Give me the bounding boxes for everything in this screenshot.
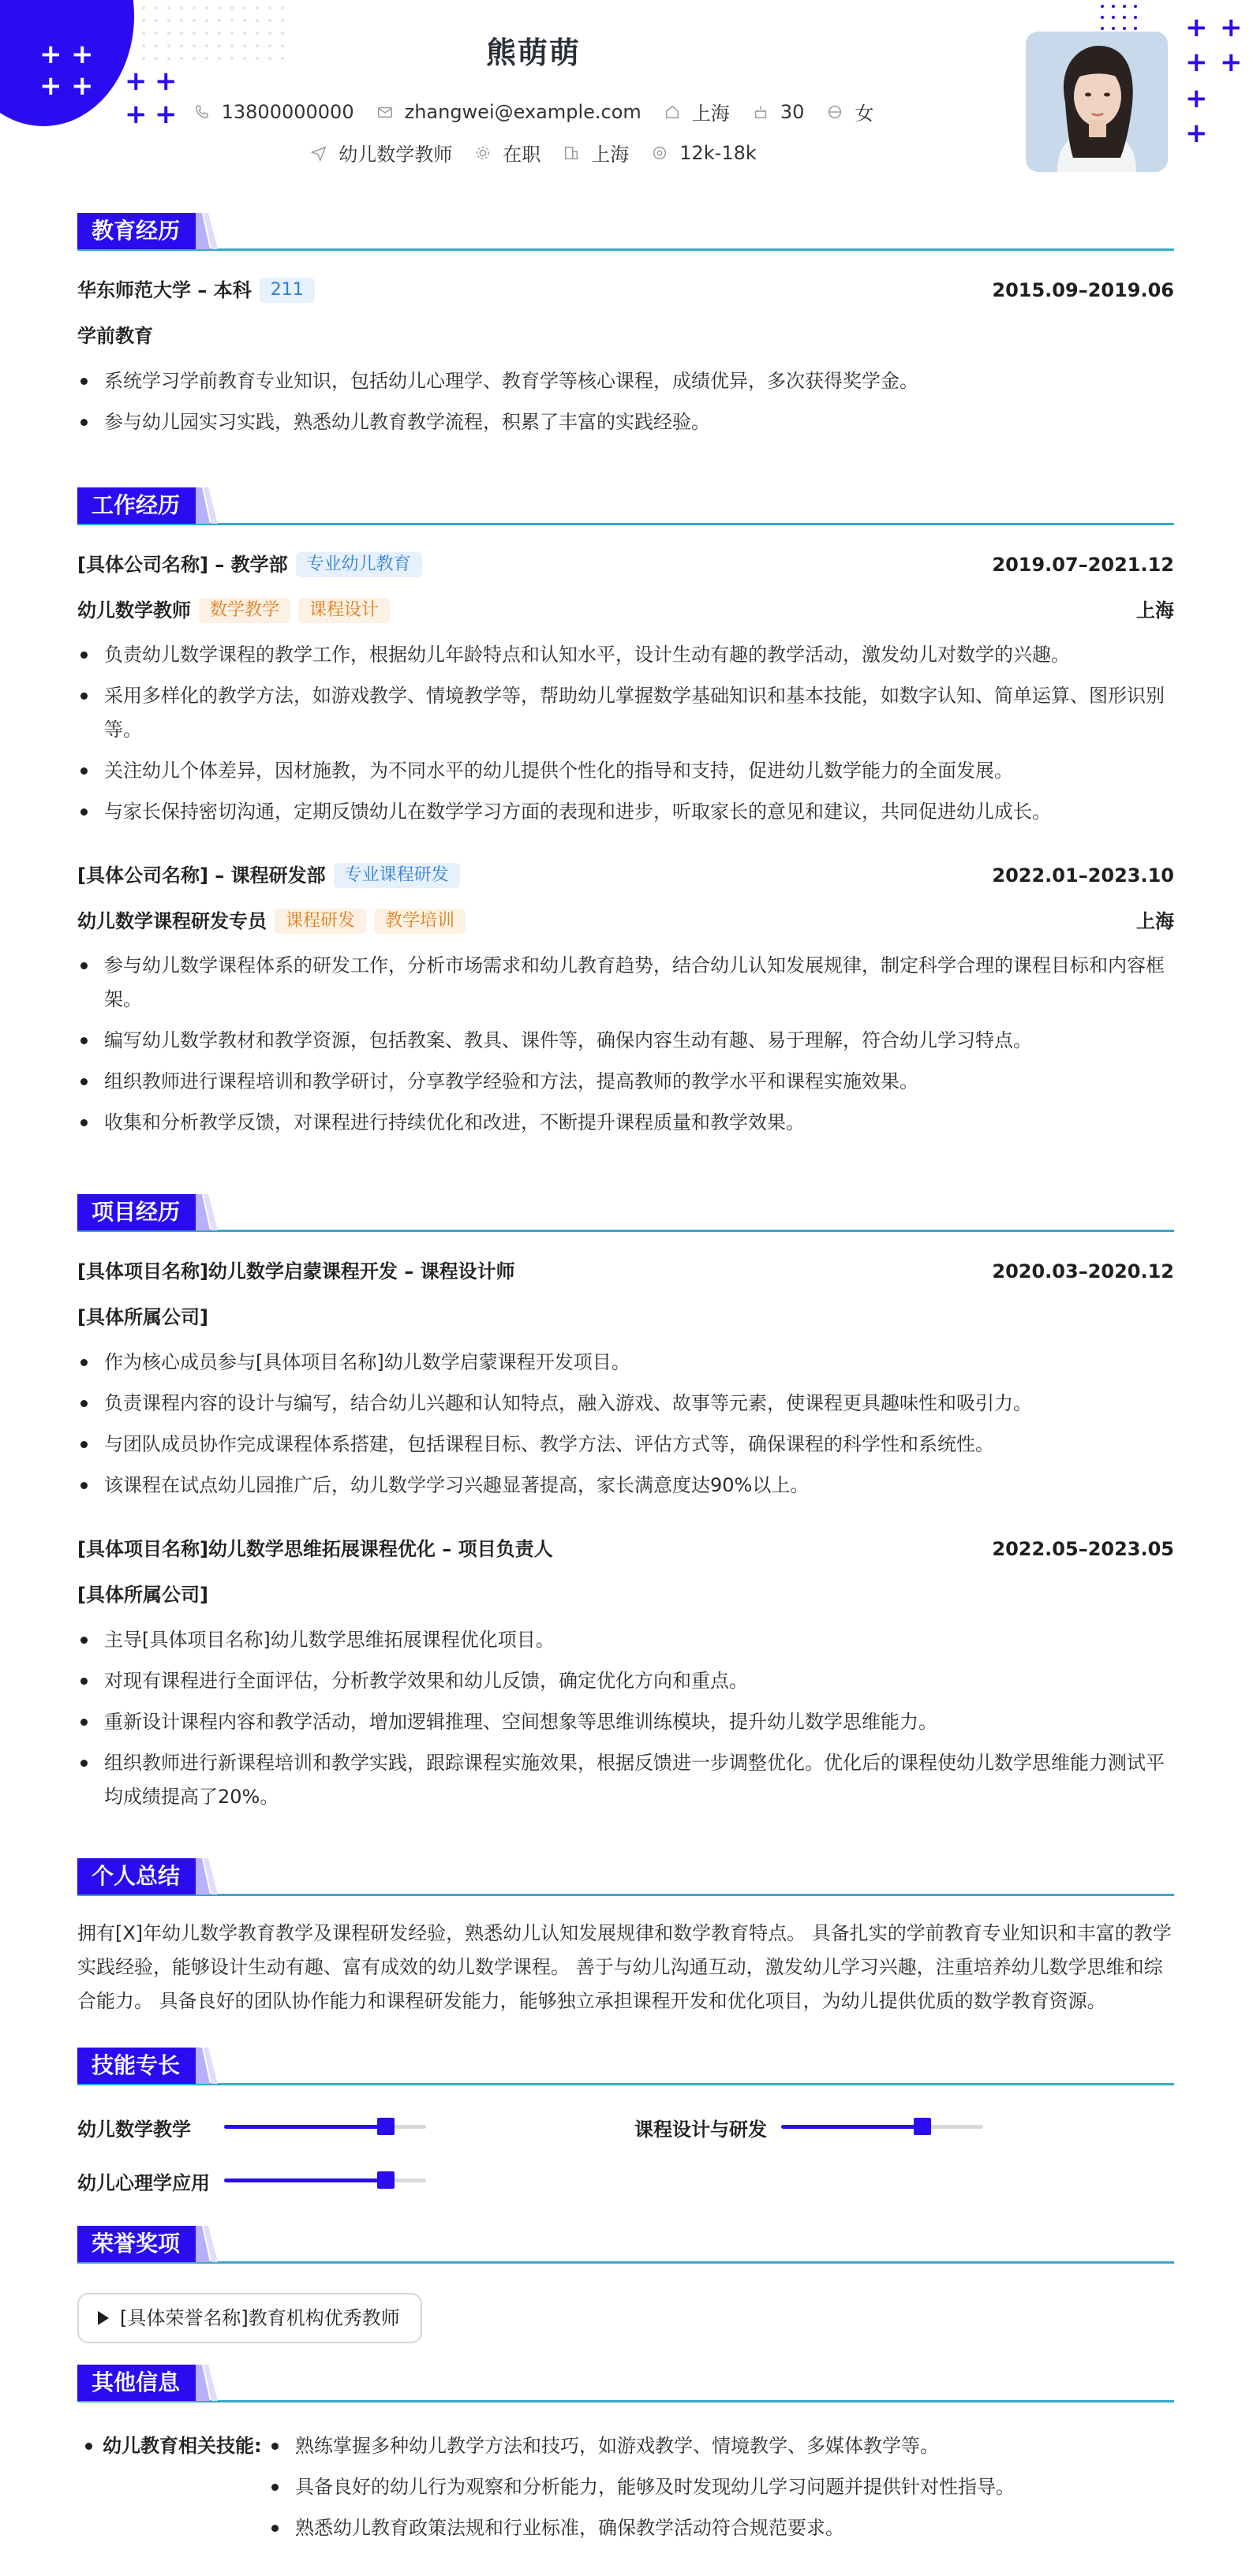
skill-level-fill bbox=[781, 2125, 922, 2129]
job-city: 上海 bbox=[1136, 910, 1174, 932]
skill-level-marker bbox=[377, 2118, 395, 2135]
list-item: 关注幼儿个体差异，因材施教，为不同水平的幼儿提供个性化的指导和支持，促进幼儿数学能力的全面发展。 bbox=[77, 754, 1174, 788]
dot bbox=[180, 6, 183, 9]
dot bbox=[180, 19, 183, 22]
summary-section-header bbox=[77, 1858, 1174, 1895]
skill-level-fill bbox=[224, 2178, 386, 2182]
list-item: 负责幼儿数学课程的教学工作，根据幼儿年龄特点和认知水平，设计生动有趣的教学活动，激发幼儿对数学的兴趣。 bbox=[77, 638, 1174, 672]
city-info bbox=[664, 98, 730, 125]
education-entry-header bbox=[77, 278, 1174, 303]
project-org: [具体所属公司] bbox=[77, 1584, 208, 1606]
dot bbox=[243, 6, 246, 9]
list-item: 重新设计课程内容和教学活动，增加逻辑推理、空间想象等思维训练模块，提升幼儿数学思维能力。 bbox=[77, 1705, 1174, 1739]
other-section-header bbox=[77, 2365, 1174, 2401]
plus-icon: + bbox=[125, 99, 148, 130]
salary-info bbox=[651, 142, 757, 164]
age-info bbox=[752, 101, 805, 123]
caret-right-icon bbox=[98, 2311, 109, 2325]
section-title: 项目经历 bbox=[77, 1194, 196, 1230]
list-item: 与团队成员协作完成课程体系搭建，包括课程目标、教学方法、评估方式等，确保课程的科学性和系统性。 bbox=[77, 1428, 1174, 1462]
list-item: 熟练掌握多种幼儿教学方法和技巧，如游戏教学、情境教学、多媒体教学等。 bbox=[268, 2429, 1174, 2463]
target-city-info bbox=[563, 139, 629, 166]
dot bbox=[1101, 5, 1104, 8]
gender-icon bbox=[826, 103, 843, 121]
role-tag: 教学培训 bbox=[374, 909, 466, 934]
skill-level-bar bbox=[224, 2125, 426, 2129]
dot bbox=[230, 19, 234, 22]
job-bullets bbox=[77, 638, 1174, 836]
home-icon bbox=[664, 103, 681, 121]
city-text: 上海 bbox=[691, 103, 730, 125]
dot bbox=[142, 19, 145, 22]
school-name: 华东师范大学 – 本科 bbox=[77, 279, 252, 301]
section-title: 荣誉奖项 bbox=[77, 2226, 196, 2262]
list-item: 参与幼儿数学课程体系的研发工作，分析市场需求和幼儿教育趋势，结合幼儿认知发展规律，制定科学合理的课程目标和内容框架。 bbox=[77, 949, 1174, 1017]
project-name: [具体项目名称]幼儿数学思维拓展课程优化 – 项目负责人 bbox=[77, 1538, 553, 1560]
dot bbox=[155, 6, 158, 9]
section-title: 技能专长 bbox=[77, 2048, 196, 2084]
mail-icon bbox=[376, 103, 394, 121]
dot bbox=[1123, 5, 1126, 8]
position-text: 幼儿数学教师 bbox=[338, 144, 453, 166]
plus-icon: + bbox=[155, 99, 178, 130]
status-info bbox=[474, 139, 540, 166]
section-title-tail bbox=[196, 213, 227, 249]
settings-icon bbox=[474, 144, 492, 162]
plus-icon: + bbox=[1220, 47, 1243, 78]
dot bbox=[218, 19, 221, 22]
job-role-row bbox=[77, 598, 1174, 623]
skills-section-header bbox=[77, 2048, 1174, 2084]
coin-icon bbox=[651, 144, 668, 162]
honors-section-header bbox=[77, 2226, 1174, 2262]
job-city: 上海 bbox=[1136, 599, 1174, 622]
section-divider bbox=[77, 523, 1174, 525]
dot bbox=[1112, 16, 1115, 19]
dot bbox=[205, 19, 208, 22]
section-divider bbox=[77, 248, 1174, 251]
work-section-header bbox=[77, 487, 1174, 524]
role-tag: 课程研发 bbox=[275, 909, 366, 934]
project-bullets bbox=[77, 1623, 1174, 1821]
dot bbox=[155, 19, 158, 22]
education-section-header bbox=[77, 213, 1174, 249]
building-icon bbox=[563, 144, 580, 162]
company-tag: 专业课程研发 bbox=[334, 863, 460, 888]
salary-text: 12k-18k bbox=[679, 141, 757, 164]
job-role: 幼儿数学课程研发专员 bbox=[77, 910, 267, 932]
skill-name: 课程设计与研发 bbox=[634, 2119, 767, 2141]
dot bbox=[218, 6, 221, 9]
education-period: 2015.09–2019.06 bbox=[992, 279, 1174, 301]
age-text: 30 bbox=[780, 100, 805, 123]
list-item: 具备良好的幼儿行为观察和分析能力，能够及时发现幼儿学习问题并提供针对性指导。 bbox=[268, 2470, 1174, 2504]
dot bbox=[1134, 27, 1137, 30]
skill-name: 幼儿数学教学 bbox=[77, 2119, 191, 2141]
job-period: 2022.01–2023.10 bbox=[992, 864, 1174, 887]
dot bbox=[268, 6, 271, 9]
dot bbox=[1112, 27, 1115, 30]
section-title-tail bbox=[196, 1194, 227, 1230]
list-item: 主导[具体项目名称]幼儿数学思维拓展课程优化项目。 bbox=[77, 1623, 1174, 1657]
email-info bbox=[376, 101, 641, 123]
section-title-tail bbox=[196, 487, 227, 524]
section-title: 其他信息 bbox=[77, 2365, 196, 2401]
other-label: 幼儿教育相关技能: bbox=[85, 2429, 262, 2463]
project-org: [具体所属公司] bbox=[77, 1306, 208, 1328]
section-divider bbox=[77, 1230, 1174, 1232]
section-title-tail bbox=[196, 2226, 227, 2262]
dot bbox=[1101, 16, 1104, 19]
skill-level-marker bbox=[914, 2118, 931, 2135]
list-item: 组织教师进行课程培训和教学研讨，分享教学经验和方法，提高教师的教学水平和课程实施效果。 bbox=[77, 1065, 1174, 1099]
status-text: 在职 bbox=[503, 144, 541, 166]
project-period: 2020.03–2020.12 bbox=[992, 1260, 1174, 1282]
job-intent-row bbox=[158, 139, 909, 166]
list-item: 组织教师进行新课程培训和教学实践，跟踪课程实施效果，根据反馈进一步调整优化。优化后的课程使幼儿数学思维能力测试平均成绩提高了20%。 bbox=[77, 1746, 1174, 1814]
project-entry-header bbox=[77, 1259, 1174, 1284]
dot bbox=[1134, 16, 1137, 19]
dot bbox=[281, 6, 284, 9]
company-tag: 专业幼儿教育 bbox=[296, 552, 422, 577]
plus-icon: + bbox=[1185, 12, 1208, 43]
plus-icon: + bbox=[39, 39, 62, 70]
phone-text: 13800000000 bbox=[221, 100, 354, 123]
school-tag: 211 bbox=[260, 278, 315, 303]
job-period: 2019.07–2021.12 bbox=[992, 554, 1174, 576]
gender-text: 女 bbox=[855, 103, 874, 125]
project-period: 2022.05–2023.05 bbox=[992, 1538, 1174, 1560]
role-tag: 课程设计 bbox=[298, 598, 390, 623]
dot bbox=[193, 6, 196, 9]
plus-icon: + bbox=[39, 70, 62, 102]
company-name: [具体公司名称] – 教学部 bbox=[77, 554, 288, 576]
section-title-tail bbox=[196, 2365, 227, 2401]
list-item: 采用多样化的教学方法，如游戏教学、情境教学等，帮助幼儿掌握数学基础知识和基本技能，如数字认知、简单运算、图形识别等。 bbox=[77, 679, 1174, 747]
list-item: 该课程在试点幼儿园推广后，幼儿数学学习兴趣显著提高，家长满意度达90%以上。 bbox=[77, 1469, 1174, 1503]
section-divider bbox=[77, 2261, 1174, 2264]
dot bbox=[243, 19, 246, 22]
project-entry-header bbox=[77, 1536, 1174, 1562]
plus-icon: + bbox=[71, 39, 94, 70]
dot bbox=[193, 19, 196, 22]
gender-info bbox=[826, 98, 873, 125]
plus-icon: + bbox=[1185, 118, 1208, 149]
skill-name: 幼儿心理学应用 bbox=[77, 2172, 210, 2194]
honor-text: [具体荣誉名称]教育机构优秀教师 bbox=[120, 2307, 400, 2329]
education-major: 学前教育 bbox=[77, 325, 153, 347]
dot bbox=[256, 6, 259, 9]
dot bbox=[1101, 27, 1104, 30]
dot bbox=[256, 19, 259, 22]
plus-icon: + bbox=[71, 70, 94, 102]
project-name: [具体项目名称]幼儿数学启蒙课程开发 – 课程设计师 bbox=[77, 1260, 515, 1282]
section-title-tail bbox=[196, 2048, 227, 2084]
dot bbox=[142, 6, 145, 9]
list-item: 收集和分析教学反馈，对课程进行持续优化和改进，不断提升课程质量和教学效果。 bbox=[77, 1106, 1174, 1140]
dot bbox=[1123, 16, 1126, 19]
dot bbox=[167, 19, 170, 22]
email-text: zhangwei@example.com bbox=[404, 100, 641, 123]
skill-level-marker bbox=[377, 2171, 395, 2189]
dot bbox=[230, 6, 234, 9]
skill-level-fill bbox=[224, 2125, 386, 2129]
dot bbox=[1123, 27, 1126, 30]
section-title-tail bbox=[196, 1858, 227, 1895]
skill-level-bar bbox=[781, 2125, 983, 2129]
phone-info bbox=[193, 101, 354, 123]
target-city-text: 上海 bbox=[591, 144, 630, 166]
plus-icon: + bbox=[155, 65, 178, 97]
education-bullets bbox=[77, 364, 1174, 446]
list-item: 参与幼儿园实习实践，熟悉幼儿教育教学流程，积累了丰富的实践经验。 bbox=[77, 405, 1174, 439]
dot bbox=[268, 19, 271, 22]
dot bbox=[167, 6, 170, 9]
candidate-name: 熊萌萌 bbox=[485, 35, 581, 70]
plus-icon: + bbox=[1185, 83, 1208, 114]
section-divider bbox=[77, 2083, 1174, 2085]
list-item: 负责课程内容的设计与编写，结合幼儿兴趣和认知特点，融入游戏、故事等元素，使课程更具趣味性和吸引力。 bbox=[77, 1387, 1174, 1421]
company-name: [具体公司名称] – 课程研发部 bbox=[77, 864, 326, 887]
plus-icon: + bbox=[1220, 12, 1243, 43]
list-item: 与家长保持密切沟通，定期反馈幼儿在数学学习方面的表现和进步，听取家长的意见和建议，共同促进幼儿成长。 bbox=[77, 795, 1174, 829]
contact-row bbox=[158, 98, 909, 125]
project-bullets bbox=[77, 1346, 1174, 1510]
job-bullets bbox=[77, 949, 1174, 1147]
list-item: 熟悉幼儿教育政策法规和行业标准，确保教学活动符合规范要求。 bbox=[268, 2511, 1174, 2545]
skill-level-bar bbox=[224, 2178, 426, 2182]
job-role-row bbox=[77, 909, 1174, 934]
job-entry-header bbox=[77, 863, 1174, 888]
section-divider bbox=[77, 2400, 1174, 2402]
position-info bbox=[310, 139, 452, 166]
list-item: 对现有课程进行全面评估，分析教学效果和幼儿反馈，确定优化方向和重点。 bbox=[77, 1664, 1174, 1698]
dot bbox=[205, 6, 208, 9]
section-title: 教育经历 bbox=[77, 213, 196, 249]
list-item: 作为核心成员参与[具体项目名称]幼儿数学启蒙课程开发项目。 bbox=[77, 1346, 1174, 1379]
job-role: 幼儿数学教师 bbox=[77, 599, 191, 622]
plus-icon: + bbox=[125, 65, 148, 97]
other-bullets bbox=[268, 2429, 1174, 2552]
role-tag: 数学教学 bbox=[199, 598, 290, 623]
avatar bbox=[1026, 32, 1168, 172]
dot bbox=[1112, 5, 1115, 8]
send-icon bbox=[310, 144, 327, 162]
phone-icon bbox=[193, 103, 211, 121]
section-title: 工作经历 bbox=[77, 487, 196, 524]
dot bbox=[1134, 5, 1137, 8]
list-item: 系统学习学前教育专业知识，包括幼儿心理学、教育学等核心课程，成绩优异，多次获得奖学金。 bbox=[77, 364, 1174, 398]
cake-icon bbox=[752, 103, 769, 121]
plus-icon: + bbox=[1185, 47, 1208, 78]
section-divider bbox=[77, 1894, 1174, 1896]
summary-text: 拥有[X]年幼儿数学教育教学及课程研发经验，熟悉幼儿认知发展规律和数学教育特点。 具备扎实的学前教育专业知识和丰富的教学实践经验，能够设计生动有趣、富有成效的幼儿数学课程。 善于与幼儿沟通互动，激发幼儿学习兴趣，注重培养幼儿数学思维和综合能力。 具备良好的团队协作能力和课程研发能力，能够独立承担课程开发和优化项目，为幼儿提供优质的数学教育资源。 bbox=[77, 1922, 1172, 2012]
job-entry-header bbox=[77, 552, 1174, 577]
portrait-image bbox=[1026, 32, 1168, 172]
list-item: 编写幼儿数学教材和教学资源，包括教案、教具、课件等，确保内容生动有趣、易于理解，符合幼儿学习特点。 bbox=[77, 1024, 1174, 1058]
dot bbox=[281, 19, 284, 22]
project-section-header bbox=[77, 1194, 1174, 1230]
honor-item bbox=[77, 2293, 422, 2343]
section-title: 个人总结 bbox=[77, 1858, 196, 1895]
